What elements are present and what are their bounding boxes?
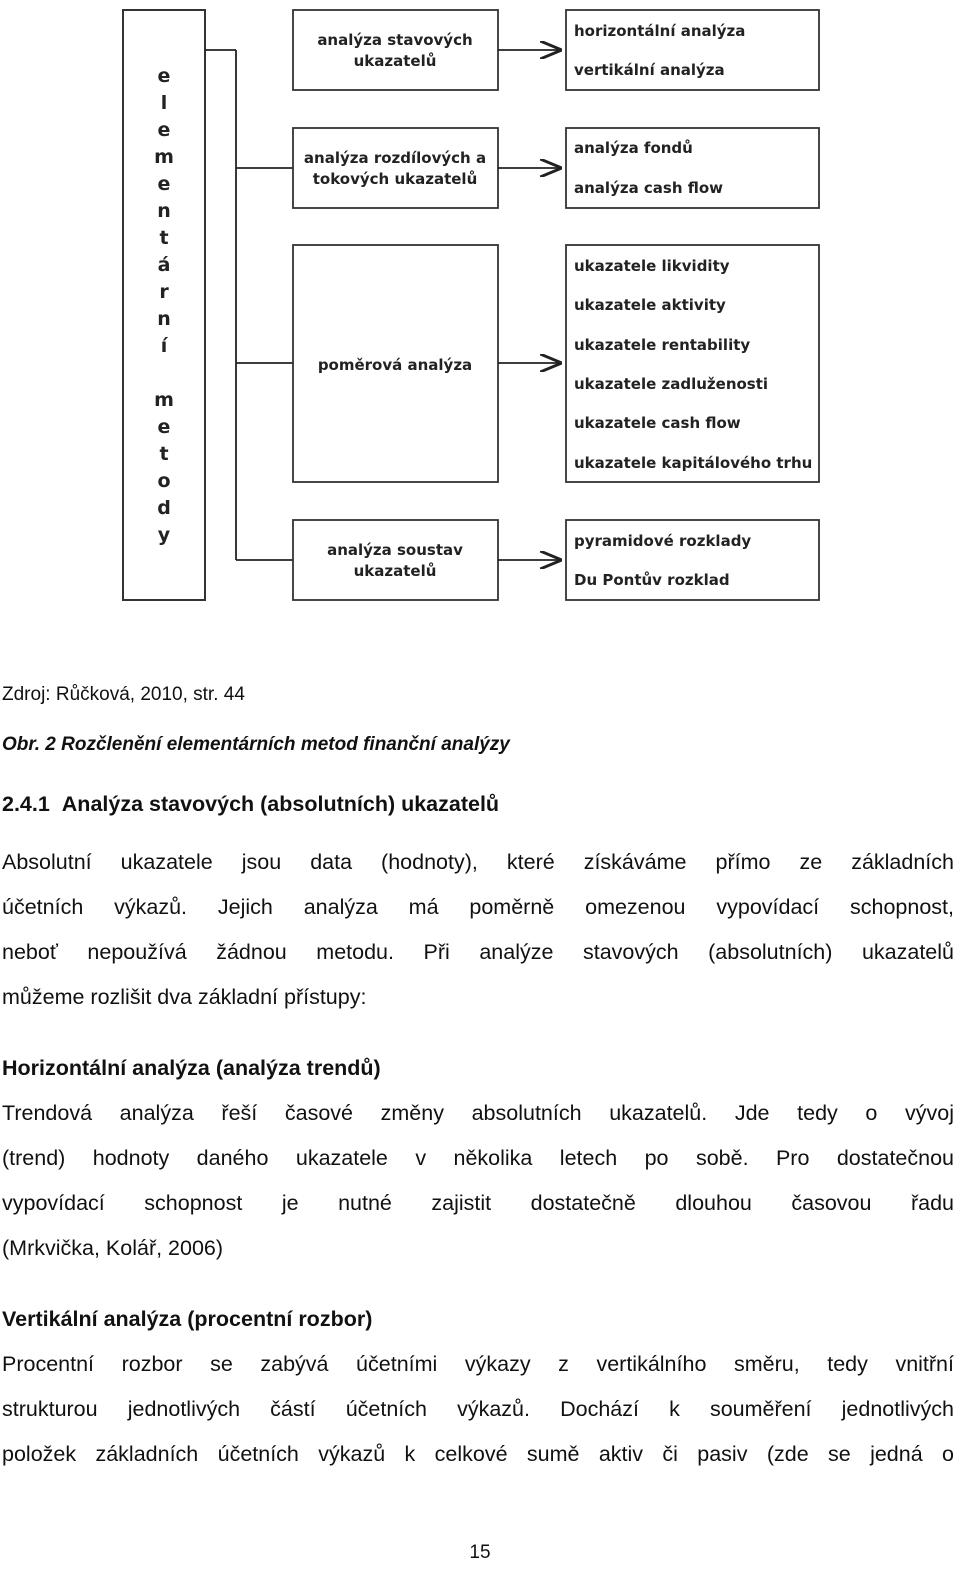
vertical-title-letter: r xyxy=(159,281,169,303)
item-vertikalni: vertikální analýza xyxy=(574,61,725,79)
vertical-title-letter: l xyxy=(160,92,168,114)
para1-line4: můžeme rozlišit dva základní přístupy: xyxy=(2,985,367,1009)
item-du-pont: Du Pontův rozklad xyxy=(574,571,730,589)
vertical-title-letter: t xyxy=(159,443,169,465)
group-label-soustavy: analýza soustav ukazatelů xyxy=(327,541,463,580)
vertical-title-letter: í xyxy=(160,335,168,357)
para3-line3: položek základních účetních výkazů k celkové sumě aktiv či pasiv (zde se jedná o xyxy=(2,1442,954,1466)
vertical-title-letter: e xyxy=(157,65,171,87)
vertical-title-letter: o xyxy=(157,470,171,492)
vertical-title-letter: t xyxy=(159,227,169,249)
para1-line1: Absolutní ukazatele jsou data (hodnoty), které získáváme přímo ze základních xyxy=(2,850,954,874)
item-cash-flow: ukazatele cash flow xyxy=(574,414,741,432)
section-number: 2.4.1 xyxy=(2,792,50,816)
item-aktivity: ukazatele aktivity xyxy=(574,296,726,314)
item-zadluzenosti: ukazatele zadluženosti xyxy=(574,375,769,393)
item-kapitaloveho-trhu: ukazatele kapitálového trhu xyxy=(574,454,813,472)
para2-line2: (trend) hodnoty daného ukazatele v několika letech po sobě. Pro dostatečnou xyxy=(2,1146,954,1170)
vertical-title-letter: á xyxy=(157,254,171,276)
section-title: Analýza stavových (absolutních) ukazatelů xyxy=(61,792,500,816)
heading-horizontal: Horizontální analýza (analýza trendů) xyxy=(2,1056,381,1080)
item-analyza-cash-flow: analýza cash flow xyxy=(574,179,724,197)
item-rentability: ukazatele rentability xyxy=(574,336,751,354)
page-number: 15 xyxy=(469,1542,491,1563)
group-box-soustavy xyxy=(293,520,498,600)
vertical-title-letter: m xyxy=(154,146,174,168)
heading-vertical: Vertikální analýza (procentní rozbor) xyxy=(2,1307,373,1331)
para1-line2: účetních výkazů. Jejich analýza má poměrně omezenou vypovídací schopnost, xyxy=(2,895,954,919)
item-likvidity: ukazatele likvidity xyxy=(574,257,730,275)
para3-line1: Procentní rozbor se zabývá účetními výkazy z vertikálního směru, tedy vnitřní xyxy=(2,1352,954,1376)
section-heading xyxy=(2,782,954,827)
item-pyramidove: pyramidové rozklady xyxy=(574,532,752,550)
items-box-pomerova xyxy=(566,245,819,482)
vertical-title-letter: d xyxy=(157,497,171,519)
vertical-title-letter: n xyxy=(157,200,171,222)
group-label-rozdilove: analýza rozdílových a tokových ukazatelů xyxy=(303,149,487,188)
group-label-pomerova: poměrová analýza xyxy=(317,356,473,374)
para2-line3: vypovídací schopnost je nutné zajistit dostatečně dlouhou časovou řadu xyxy=(2,1191,954,1215)
para2-line1: Trendová analýza řeší časové změny absolutních ukazatelů. Jde tedy o vývoj xyxy=(2,1101,954,1125)
item-analyza-fondu: analýza fondů xyxy=(574,139,693,157)
group-box-stavove xyxy=(293,10,498,90)
vertical-title-letter: e xyxy=(157,119,171,141)
vertical-title-letter: n xyxy=(157,308,171,330)
vertical-title-letter: e xyxy=(157,416,171,438)
vertical-title-letter: y xyxy=(157,524,171,546)
vertical-title-letter: e xyxy=(157,173,171,195)
para3-line2: strukturou jednotlivých částí účetních výkazů. Dochází k souměření jednotlivých xyxy=(2,1397,954,1421)
vertical-title-letter: m xyxy=(154,389,174,411)
group-box-rozdilove xyxy=(293,128,498,208)
para1-line3: neboť nepoužívá žádnou metodu. Při analýze stavových (absolutních) ukazatelů xyxy=(2,940,954,964)
methods-diagram xyxy=(0,0,960,620)
figure-source: Zdroj: Růčková, 2010, str. 44 xyxy=(2,684,245,705)
figure-caption: Obr. 2 Rozčlenění elementárních metod finanční analýzy xyxy=(2,734,510,755)
item-horizontalni: horizontální analýza xyxy=(574,22,746,40)
elementary-methods-vertical-title xyxy=(154,65,174,546)
para2-line4: (Mrkvička, Kolář, 2006) xyxy=(2,1236,224,1260)
group-label-stavove: analýza stavových ukazatelů xyxy=(317,31,473,70)
